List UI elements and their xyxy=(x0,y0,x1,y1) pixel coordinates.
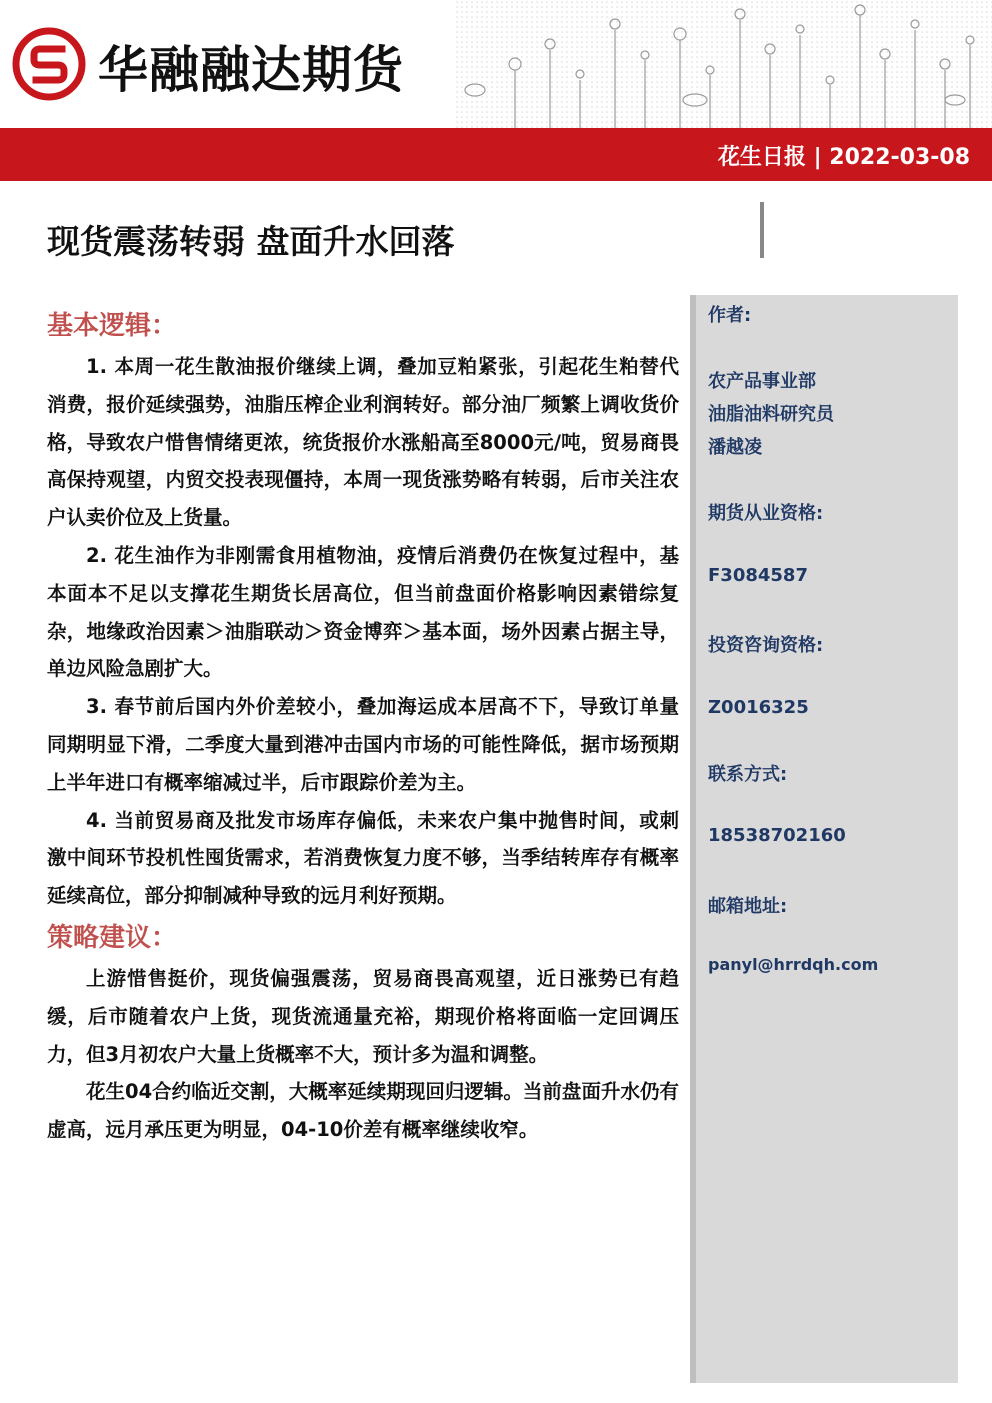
logic-paragraph: 1. 本周一花生散油报价继续上调，叠加豆粕紧张，引起花生粕替代消费，报价延续强势，油脂压榨企业利润转好。部分油厂频繁上调收货价格，导致农户惜售情绪更浓，统货报价水涨船高至8000元/吨，贸易商畏高保持观望，内贸交投表现僵持，本周一现货涨势略有转弱，后市关注农户认卖价位及上货量。 xyxy=(47,355,679,530)
author-name: 潘越凌 xyxy=(708,437,762,458)
contact-phone: 18538702160 xyxy=(708,825,846,846)
author-dept: 农产品事业部 xyxy=(708,371,816,392)
contact-email[interactable]: panyl@hrrdqh.com xyxy=(708,955,879,974)
strategy-paragraph: 花生04合约临近交割，大概率延续期现回归逻辑。当前盘面升水仍有虚高，远月承压更为明显，04-10价差有概率继续收窄。 xyxy=(47,1080,679,1142)
decorative-lines-graphic xyxy=(455,0,992,128)
advisory-license-label: 投资咨询资格: xyxy=(708,635,824,656)
author-sidebar xyxy=(690,295,958,1383)
futures-license-label: 期货从业资格: xyxy=(708,503,824,524)
main-content xyxy=(47,305,679,1149)
contact-label: 联系方式: xyxy=(708,764,788,785)
logic-heading: 基本逻辑： xyxy=(47,311,178,341)
strategy-heading: 策略建议： xyxy=(47,922,178,953)
strategy-paragraph: 上游惜售挺价，现货偏强震荡，贸易商畏高观望，近日涨势已有趋缓，后市随着农户上货，现货流通量充裕，期现价格将面临一定回调压力，但3月初农户大量上货概率不大，预计多为温和调整。 xyxy=(47,966,679,1066)
company-logo-s-icon xyxy=(12,27,86,101)
logic-paragraph: 3. 春节前后国内外价差较小，叠加海运成本居高不下，导致订单量同期明显下滑，二季度大量到港冲击国内市场的可能性降低，据市场预期上半年进口有概率缩减过半，后市跟踪价差为主。 xyxy=(47,695,679,794)
logic-paragraph: 4. 当前贸易商及批发市场库存偏低，未来农户集中抛售时间，或刺激中间环节投机性囤货需求，若消费恢复力度不够，当季结转库存有概率延续高位，部分抑制减种导致的远月利好预期。 xyxy=(47,808,679,908)
logic-paragraph: 2. 花生油作为非刚需食用植物油，疫情后消费仍在恢复过程中，基本面本不足以支撑花生期货长居高位，但当前盘面价格影响因素错综复杂，地缘政治因素＞油脂联动＞资金博弈＞基本面，场外因素占据主导，单边风险急剧扩大。 xyxy=(47,543,679,681)
advisory-license-number: Z0016325 xyxy=(708,697,809,718)
email-label: 邮箱地址: xyxy=(708,896,788,917)
futures-license-number: F3084587 xyxy=(708,565,808,586)
report-header xyxy=(0,0,992,130)
author-role: 油脂油料研究员 xyxy=(708,404,834,425)
report-tag: 花生日报 | 2022-03-08 xyxy=(717,145,970,170)
title-divider xyxy=(760,202,764,258)
report-banner xyxy=(0,128,992,181)
author-label: 作者: xyxy=(708,305,752,326)
page-title: 现货震荡转弱 盘面升水回落 xyxy=(47,222,455,261)
company-name: 华融融达期货 xyxy=(98,41,404,99)
